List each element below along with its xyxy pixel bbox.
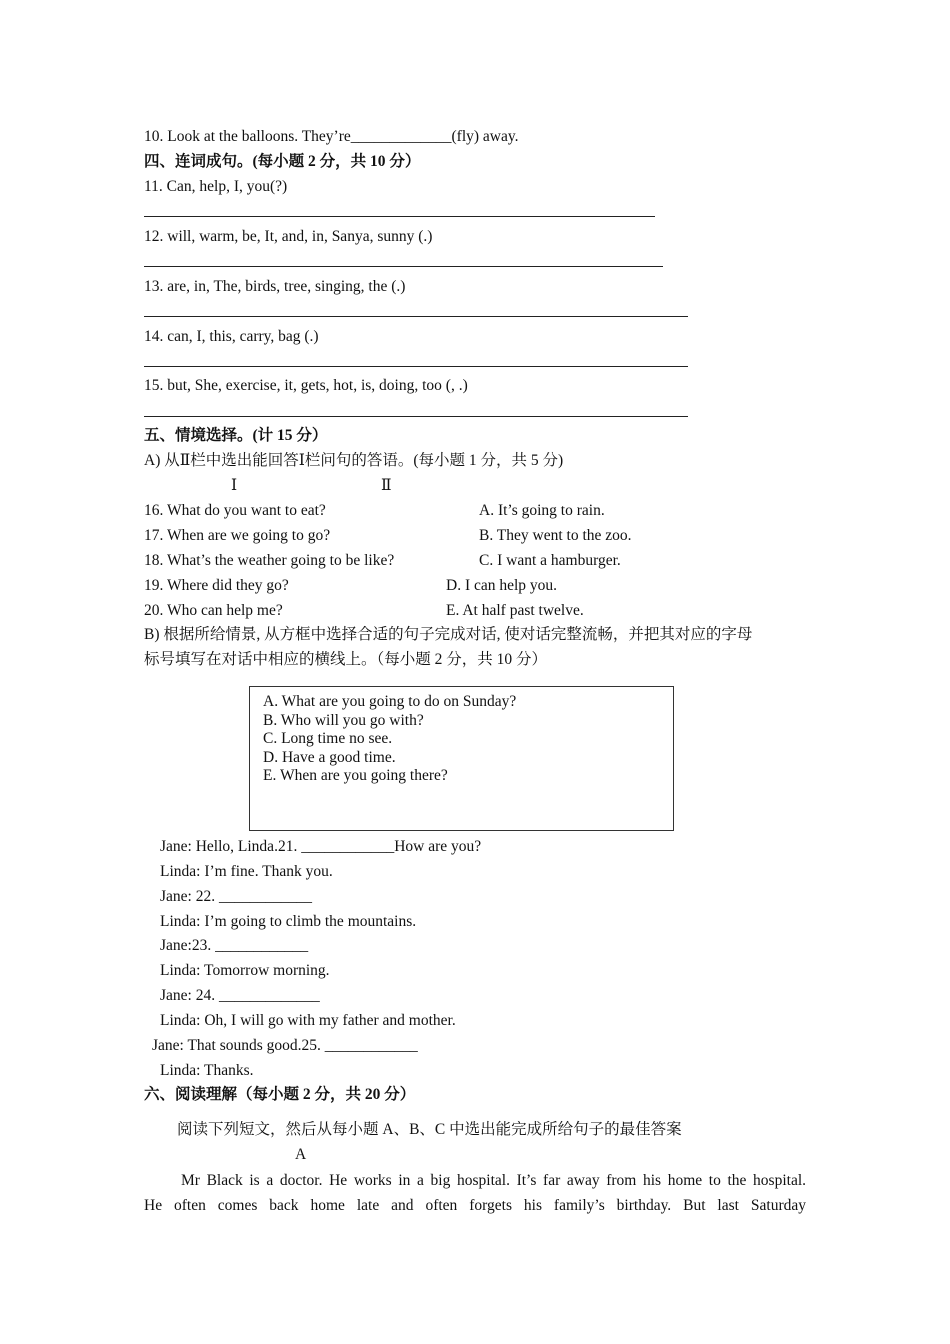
passage-line-2: He often comes back home late and often forgets his family’s birthday. But last Saturday <box>144 1197 806 1214</box>
question-11: 11. Can, help, I, you(?) <box>144 178 288 195</box>
matching-answer-e: E. At half past twelve. <box>446 602 584 619</box>
question-12: 12. will, warm, be, It, and, in, Sanya, sunny (.) <box>144 228 433 245</box>
column-1-heading: Ⅰ <box>231 477 238 494</box>
answer-line-15 <box>144 416 688 417</box>
options-box <box>249 686 674 831</box>
matching-question-17: 17. When are we going to go? <box>144 527 331 544</box>
box-option-e: E. When are you going there? <box>263 767 448 784</box>
box-option-b: B. Who will you go with? <box>263 711 424 729</box>
dialogue-line-7: Jane: 24. _____________ <box>160 987 320 1004</box>
matching-question-18: 18. What’s the weather going to be like? <box>144 552 395 569</box>
matching-question-16: 16. What do you want to eat? <box>144 502 326 519</box>
part-a-instruction: A) 从Ⅱ栏中选出能回答Ⅰ栏问句的答语。(每小题 1 分，共 5 分) <box>144 452 564 469</box>
column-2-heading: Ⅱ <box>381 477 392 494</box>
dialogue-line-6: Linda: Tomorrow morning. <box>160 962 330 979</box>
box-option-a: A. What are you going to do on Sunday? <box>263 693 517 710</box>
section-5-title: 五、情境选择。(计 15 分） <box>144 427 328 444</box>
answer-line-14 <box>144 366 688 367</box>
matching-answer-c: C. I want a hamburger. <box>479 552 621 569</box>
matching-answer-b: B. They went to the zoo. <box>479 527 632 544</box>
matching-question-19: 19. Where did they go? <box>144 577 289 594</box>
dialogue-line-5: Jane:23. ____________ <box>160 937 309 954</box>
answer-line-12 <box>144 266 663 267</box>
passage-line-1: Mr Black is a doctor. He works in a big hospital. It’s far away from his home to the hospital. <box>181 1172 806 1189</box>
question-10: 10. Look at the balloons. They’re_____________(fly) away. <box>144 128 519 145</box>
dialogue-line-10: Linda: Thanks. <box>160 1062 254 1079</box>
question-13: 13. are, in, The, birds, tree, singing, the (.) <box>144 278 406 295</box>
dialogue-line-2: Linda: I’m fine. Thank you. <box>160 863 333 880</box>
part-b-instruction-line-2: 标号填写在对话中相应的横线上。（每小题 2 分，共 10 分） <box>144 651 548 668</box>
dialogue-line-3: Jane: 22. ____________ <box>160 888 312 905</box>
answer-line-13 <box>144 316 688 317</box>
part-b-instruction-line-1: B) 根据所给情景, 从方框中选择合适的句子完成对话, 使对话完整流畅，并把其对应的字母 <box>144 626 753 643</box>
matching-question-20: 20. Who can help me? <box>144 602 283 619</box>
question-15: 15. but, She, exercise, it, gets, hot, is, doing, too (, .) <box>144 377 468 394</box>
box-option-d: D. Have a good time. <box>263 748 396 766</box>
reading-instruction: 阅读下列短文，然后从每小题 A、B、C 中选出能完成所给句子的最佳答案 <box>177 1121 682 1138</box>
section-4-title: 四、连词成句。(每小题 2 分，共 10 分） <box>144 153 421 170</box>
matching-answer-d: D. I can help you. <box>446 577 558 594</box>
dialogue-line-4: Linda: I’m going to climb the mountains. <box>160 913 417 930</box>
dialogue-line-8: Linda: Oh, I will go with my father and mother. <box>160 1012 456 1029</box>
dialogue-line-1: Jane: Hello, Linda.21. ____________How are you? <box>160 838 482 855</box>
dialogue-line-9: Jane: That sounds good.25. ____________ <box>152 1037 418 1054</box>
answer-line-11 <box>144 216 655 217</box>
box-option-c: C. Long time no see. <box>263 730 393 747</box>
matching-answer-a: A. It’s going to rain. <box>479 502 605 519</box>
section-6-title: 六、阅读理解（每小题 2 分，共 20 分） <box>144 1086 416 1103</box>
question-14: 14. can, I, this, carry, bag (.) <box>144 328 319 345</box>
passage-label: A <box>295 1146 307 1163</box>
